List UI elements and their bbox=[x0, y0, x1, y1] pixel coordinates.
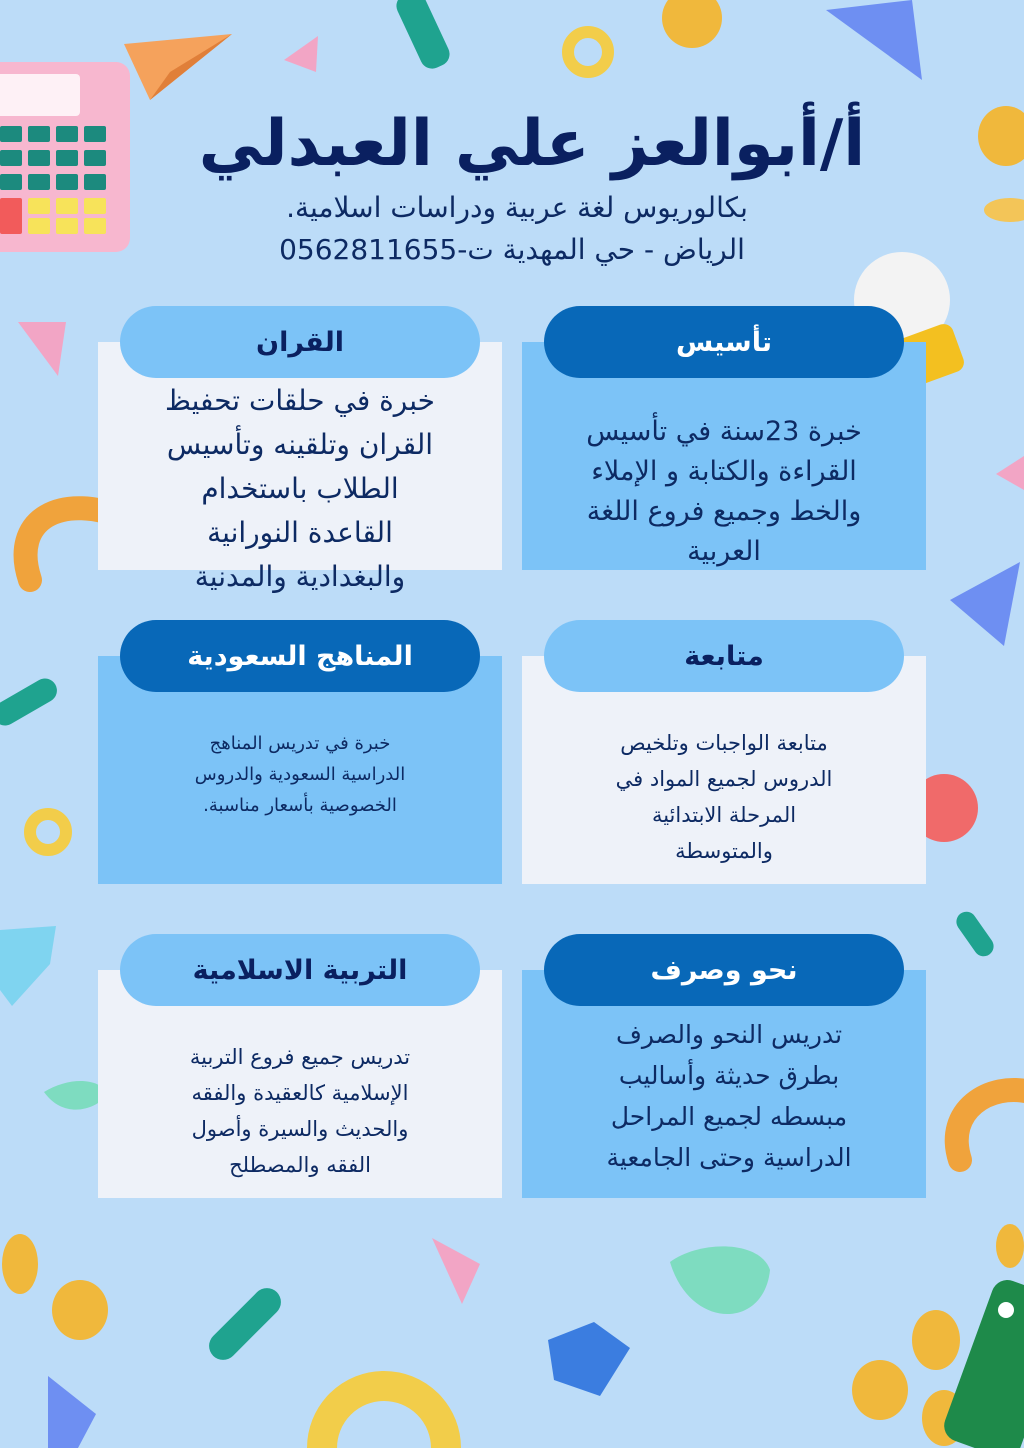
teal-cylinder-icon bbox=[393, 0, 454, 73]
card-description: خبرة في حلقات تحفيظ القران وتلقينه وتأسيس الطلاب باستخدام القاعدة النورانية والبغدادية والمدنية bbox=[165, 384, 435, 593]
teal-cylinder-icon bbox=[952, 908, 997, 960]
blue-cone-icon bbox=[48, 1376, 96, 1448]
blue-cone-icon bbox=[950, 562, 1020, 646]
blue-cone-icon bbox=[826, 0, 922, 80]
card-description: تدريس جميع فروع التربية الإسلامية كالعقيدة والفقه والحديث والسيرة وأصول الفقه والمصطلح bbox=[189, 1045, 411, 1177]
address-phone-text: الرياض - حي المهدية ت-0562811655 bbox=[279, 233, 745, 266]
card-title: المناهج السعودية bbox=[120, 620, 480, 692]
yellow-ring-icon bbox=[568, 32, 608, 72]
orange-arch-icon bbox=[957, 1090, 1024, 1160]
diamond-icon bbox=[0, 926, 56, 1006]
card-tarbiya bbox=[98, 934, 502, 1198]
card-description: تدريس النحو والصرف بطرق حديثة وأساليب مبسطه لجميع المراحل الدراسية وحتى الجامعية bbox=[606, 1020, 852, 1172]
teal-cylinder-icon bbox=[0, 674, 61, 730]
card-description: خبرة 23سنة في تأسيس القراءة والكتابة و الإملاء والخط وجميع فروع اللغة العربية bbox=[586, 416, 862, 567]
yellow-ring-icon bbox=[322, 1386, 446, 1448]
coin-icon bbox=[2, 1234, 38, 1294]
card-title: القران bbox=[120, 306, 480, 378]
card-taasis bbox=[522, 306, 926, 570]
card-description: متابعة الواجبات وتلخيص الدروس لجميع المواد في المرحلة الابتدائية والمتوسطة bbox=[615, 731, 833, 863]
card-nahw bbox=[522, 934, 926, 1198]
paper-plane-icon bbox=[124, 34, 232, 100]
yellow-ring-icon bbox=[30, 814, 66, 850]
blue-cube-icon bbox=[548, 1322, 630, 1396]
teal-cylinder-icon bbox=[203, 1282, 286, 1365]
pink-pyramid-icon bbox=[996, 456, 1024, 490]
coin-icon bbox=[996, 1224, 1024, 1268]
pink-pyramid-icon bbox=[18, 322, 66, 376]
coin-icon bbox=[852, 1360, 908, 1420]
card-title: التربية الاسلامية bbox=[120, 934, 480, 1006]
card-title: نحو وصرف bbox=[544, 934, 904, 1006]
card-quran bbox=[98, 306, 502, 593]
pink-pyramid-icon bbox=[284, 36, 318, 72]
card-title: تأسيس bbox=[544, 306, 904, 378]
card-description: خبرة في تدريس المناهج الدراسية السعودية والدروس الخصوصية بأسعار مناسبة. bbox=[194, 732, 406, 816]
card-title: متابعة bbox=[544, 620, 904, 692]
pink-pyramid-icon bbox=[432, 1238, 480, 1304]
card-manahij bbox=[98, 620, 502, 884]
coin-icon bbox=[662, 0, 722, 48]
page-title: أ/أبوالعز علي العبدلي bbox=[198, 107, 866, 181]
qualification-text: بكالوريوس لغة عربية ودراسات اسلامية. bbox=[286, 191, 748, 224]
coin-icon bbox=[912, 1310, 960, 1370]
card-mutabaa bbox=[522, 620, 926, 884]
coin-icon bbox=[52, 1280, 108, 1340]
green-bowl-icon bbox=[670, 1246, 770, 1314]
